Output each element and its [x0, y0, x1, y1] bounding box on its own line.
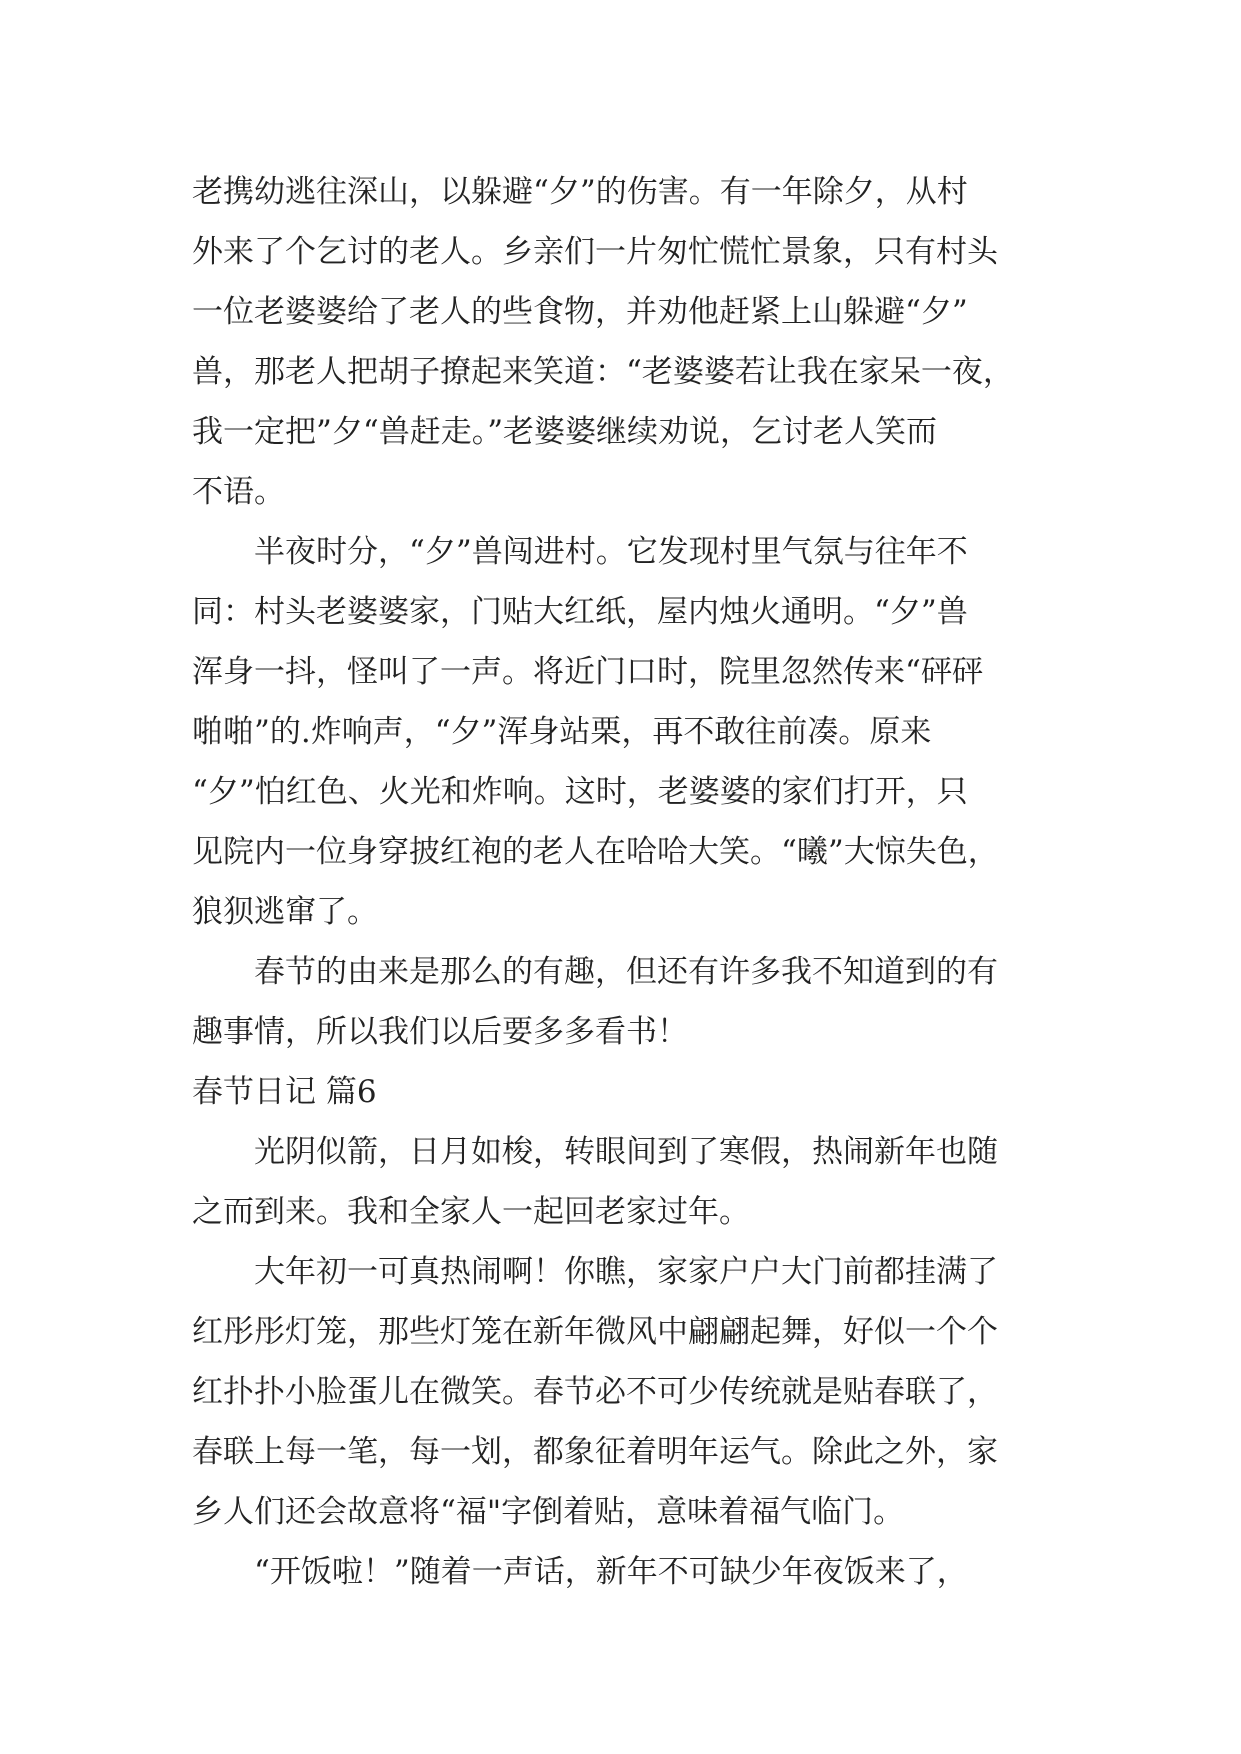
text-line: 趣事情，所以我们以后要多多看书！ — [192, 1014, 688, 1050]
text-line: “夕”怕红色、火光和炸响。这时，老婆婆的家们打开，只 — [192, 774, 968, 810]
text-line: 乡人们还会故意将“福"字倒着贴，意味着福气临门。 — [192, 1494, 905, 1530]
text-line: 春节的由来是那么的有趣，但还有许多我不知道到的有 — [192, 954, 998, 990]
text-line: 一位老婆婆给了老人的些食物，并劝他赶紧上山躲避“夕” — [192, 294, 968, 330]
text-line: 半夜时分，“夕”兽闯进村。它发现村里气氛与往年不 — [192, 534, 968, 570]
text-line: 兽，那老人把胡子撩起来笑道：“老婆婆若让我在家呆一夜， — [192, 354, 1014, 390]
text-line: “开饭啦！”随着一声话，新年不可缺少年夜饭来了， — [192, 1554, 968, 1590]
text-line: 大年初一可真热闹啊！你瞧，家家户户大门前都挂满了 — [192, 1254, 998, 1290]
text-line: 外来了个乞讨的老人。乡亲们一片匆忙慌忙景象，只有村头 — [192, 234, 998, 270]
text-line: 老携幼逃往深山，以躲避“夕”的伤害。有一年除夕，从村 — [192, 174, 968, 210]
text-line: 我一定把”夕“兽赶走。”老婆婆继续劝说，乞讨老人笑而 — [192, 414, 938, 450]
text-line: 啪啪”的.炸响声，“夕”浑身站栗，再不敢往前凑。原来 — [192, 714, 932, 750]
text-line: 红扑扑小脸蛋儿在微笑。春节必不可少传统就是贴春联了， — [192, 1374, 998, 1410]
text-line: 不语。 — [192, 474, 285, 510]
document-body — [192, 162, 1052, 1602]
text-line: 红彤彤灯笼，那些灯笼在新年微风中翩翩起舞，好似一个个 — [192, 1314, 998, 1350]
text-line: 春联上每一笔，每一划，都象征着明年运气。除此之外，家 — [192, 1434, 998, 1470]
text-line: 之而到来。我和全家人一起回老家过年。 — [192, 1194, 750, 1230]
text-line: 同：村头老婆婆家，门贴大红纸，屋内烛火通明。“夕”兽 — [192, 594, 968, 630]
text-line: 浑身一抖，怪叫了一声。将近门口时，院里忽然传来“砰砰 — [192, 654, 983, 690]
text-line: 光阴似箭，日月如梭，转眼间到了寒假，热闹新年也随 — [192, 1134, 998, 1170]
text-line: 狼狈逃窜了。 — [192, 894, 378, 930]
text-line: 见院内一位身穿披红袍的老人在哈哈大笑。“曦”大惊失色， — [192, 834, 999, 870]
section-heading: 春节日记 篇6 — [192, 1074, 377, 1110]
